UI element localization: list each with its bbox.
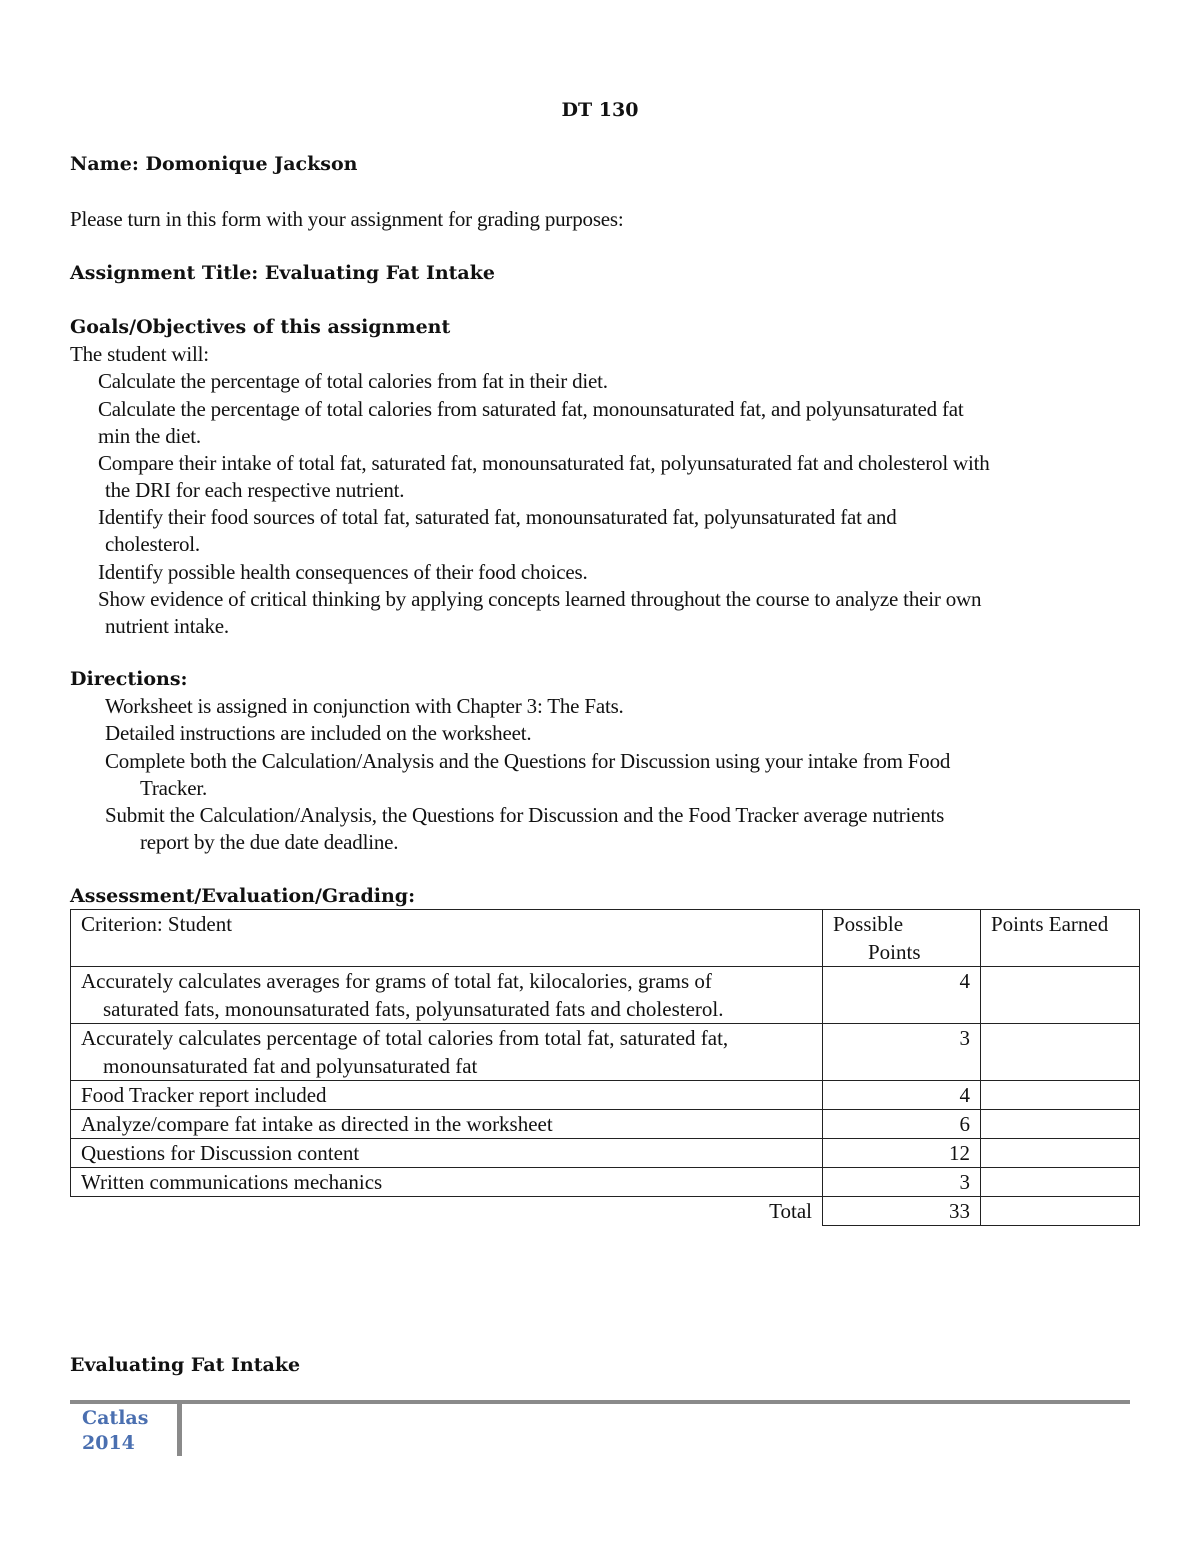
- footer-rule: [70, 1400, 1130, 1404]
- header-possible-points: [823, 910, 981, 967]
- goal-item: Identify their food sources of total fat, saturated fat, monounsaturated fat, polyunsaturated fat and: [98, 505, 897, 529]
- possible-points-cell: 3: [823, 1168, 981, 1197]
- total-points-cell: 33: [823, 1197, 981, 1226]
- criterion-line: monounsaturated fat and polyunsaturated fat: [103, 1054, 478, 1078]
- goal-item: Calculate the percentage of total calories from saturated fat, monounsaturated fat, and polyunsaturated fat: [98, 397, 964, 421]
- instruction-text: Please turn in this form with your assignment for grading purposes:: [70, 207, 624, 231]
- total-row: [71, 1197, 1140, 1226]
- direction-item: Detailed instructions are included on the worksheet.: [105, 721, 532, 745]
- direction-item-continued: report by the due date deadline.: [140, 830, 399, 854]
- points-earned-cell[interactable]: [981, 1024, 1140, 1081]
- directions-heading: Directions:: [70, 668, 188, 690]
- footer-label: [82, 1406, 148, 1456]
- table-header-row: [71, 910, 1140, 967]
- total-earned-cell[interactable]: [981, 1197, 1140, 1226]
- criterion-line: Accurately calculates averages for grams of total fat, kilocalories, grams of: [81, 969, 712, 993]
- direction-item: Worksheet is assigned in conjunction with Chapter 3: The Fats.: [105, 694, 624, 718]
- grading-heading: Assessment/Evaluation/Grading:: [70, 885, 416, 907]
- goal-item: Compare their intake of total fat, saturated fat, monounsaturated fat, polyunsaturated fat and cholesterol with: [98, 451, 990, 475]
- direction-item: Complete both the Calculation/Analysis and the Questions for Discussion using your intake from Food: [105, 749, 951, 773]
- goal-item-continued: the DRI for each respective nutrient.: [105, 478, 405, 502]
- possible-points-cell: 12: [823, 1139, 981, 1168]
- footer-author: Catlas: [82, 1407, 149, 1429]
- goal-item-continued: cholesterol.: [105, 532, 200, 556]
- goals-intro: The student will:: [70, 342, 209, 366]
- direction-item-continued: Tracker.: [140, 776, 208, 800]
- criterion-cell: [71, 967, 823, 1024]
- criterion-cell: Written communications mechanics: [71, 1168, 823, 1197]
- table-row: [71, 1139, 1140, 1168]
- goals-heading: Goals/Objectives of this assignment: [70, 316, 451, 338]
- header-criterion: Criterion: Student: [71, 910, 823, 967]
- points-earned-cell[interactable]: [981, 1168, 1140, 1197]
- direction-item: Submit the Calculation/Analysis, the Questions for Discussion and the Food Tracker average nutrients: [105, 803, 945, 827]
- possible-points-cell: 4: [823, 1081, 981, 1110]
- points-earned-cell[interactable]: [981, 1110, 1140, 1139]
- possible-points-cell: 6: [823, 1110, 981, 1139]
- course-code: DT 130: [561, 99, 639, 121]
- points-earned-cell[interactable]: [981, 967, 1140, 1024]
- header-possible: Possible: [833, 912, 904, 936]
- footer-year: 2014: [82, 1432, 135, 1454]
- criterion-cell: Food Tracker report included: [71, 1081, 823, 1110]
- table-row: [71, 1110, 1140, 1139]
- table-row: [71, 1024, 1140, 1081]
- table-row: [71, 967, 1140, 1024]
- goal-item: Identify possible health consequences of their food choices.: [98, 560, 588, 584]
- table-row: [71, 1168, 1140, 1197]
- goal-item-continued: min the diet.: [98, 424, 201, 448]
- criterion-cell: [71, 1024, 823, 1081]
- possible-points-cell: 3: [823, 1024, 981, 1081]
- possible-points-cell: 4: [823, 967, 981, 1024]
- header-points: Points: [868, 940, 921, 964]
- criterion-line: Accurately calculates percentage of total calories from total fat, saturated fat,: [81, 1026, 729, 1050]
- total-label: Total: [769, 1199, 812, 1223]
- criterion-cell: Analyze/compare fat intake as directed in the worksheet: [71, 1110, 823, 1139]
- goal-item: Show evidence of critical thinking by applying concepts learned throughout the course to analyze their own: [98, 587, 982, 611]
- table-row: [71, 1081, 1140, 1110]
- points-earned-cell[interactable]: [981, 1139, 1140, 1168]
- section-title: Evaluating Fat Intake: [70, 1354, 301, 1376]
- header-points-earned: Points Earned: [981, 910, 1140, 967]
- grading-table: [70, 909, 1140, 1226]
- assignment-title: Assignment Title: Evaluating Fat Intake: [70, 262, 495, 284]
- points-earned-cell[interactable]: [981, 1081, 1140, 1110]
- goal-item: Calculate the percentage of total calories from fat in their diet.: [98, 369, 608, 393]
- criterion-line: saturated fats, monounsaturated fats, polyunsaturated fats and cholesterol.: [103, 997, 724, 1021]
- student-name: Name: Domonique Jackson: [70, 153, 358, 175]
- criterion-cell: Questions for Discussion content: [71, 1139, 823, 1168]
- footer-divider: [177, 1402, 182, 1456]
- goal-item-continued: nutrient intake.: [105, 614, 229, 638]
